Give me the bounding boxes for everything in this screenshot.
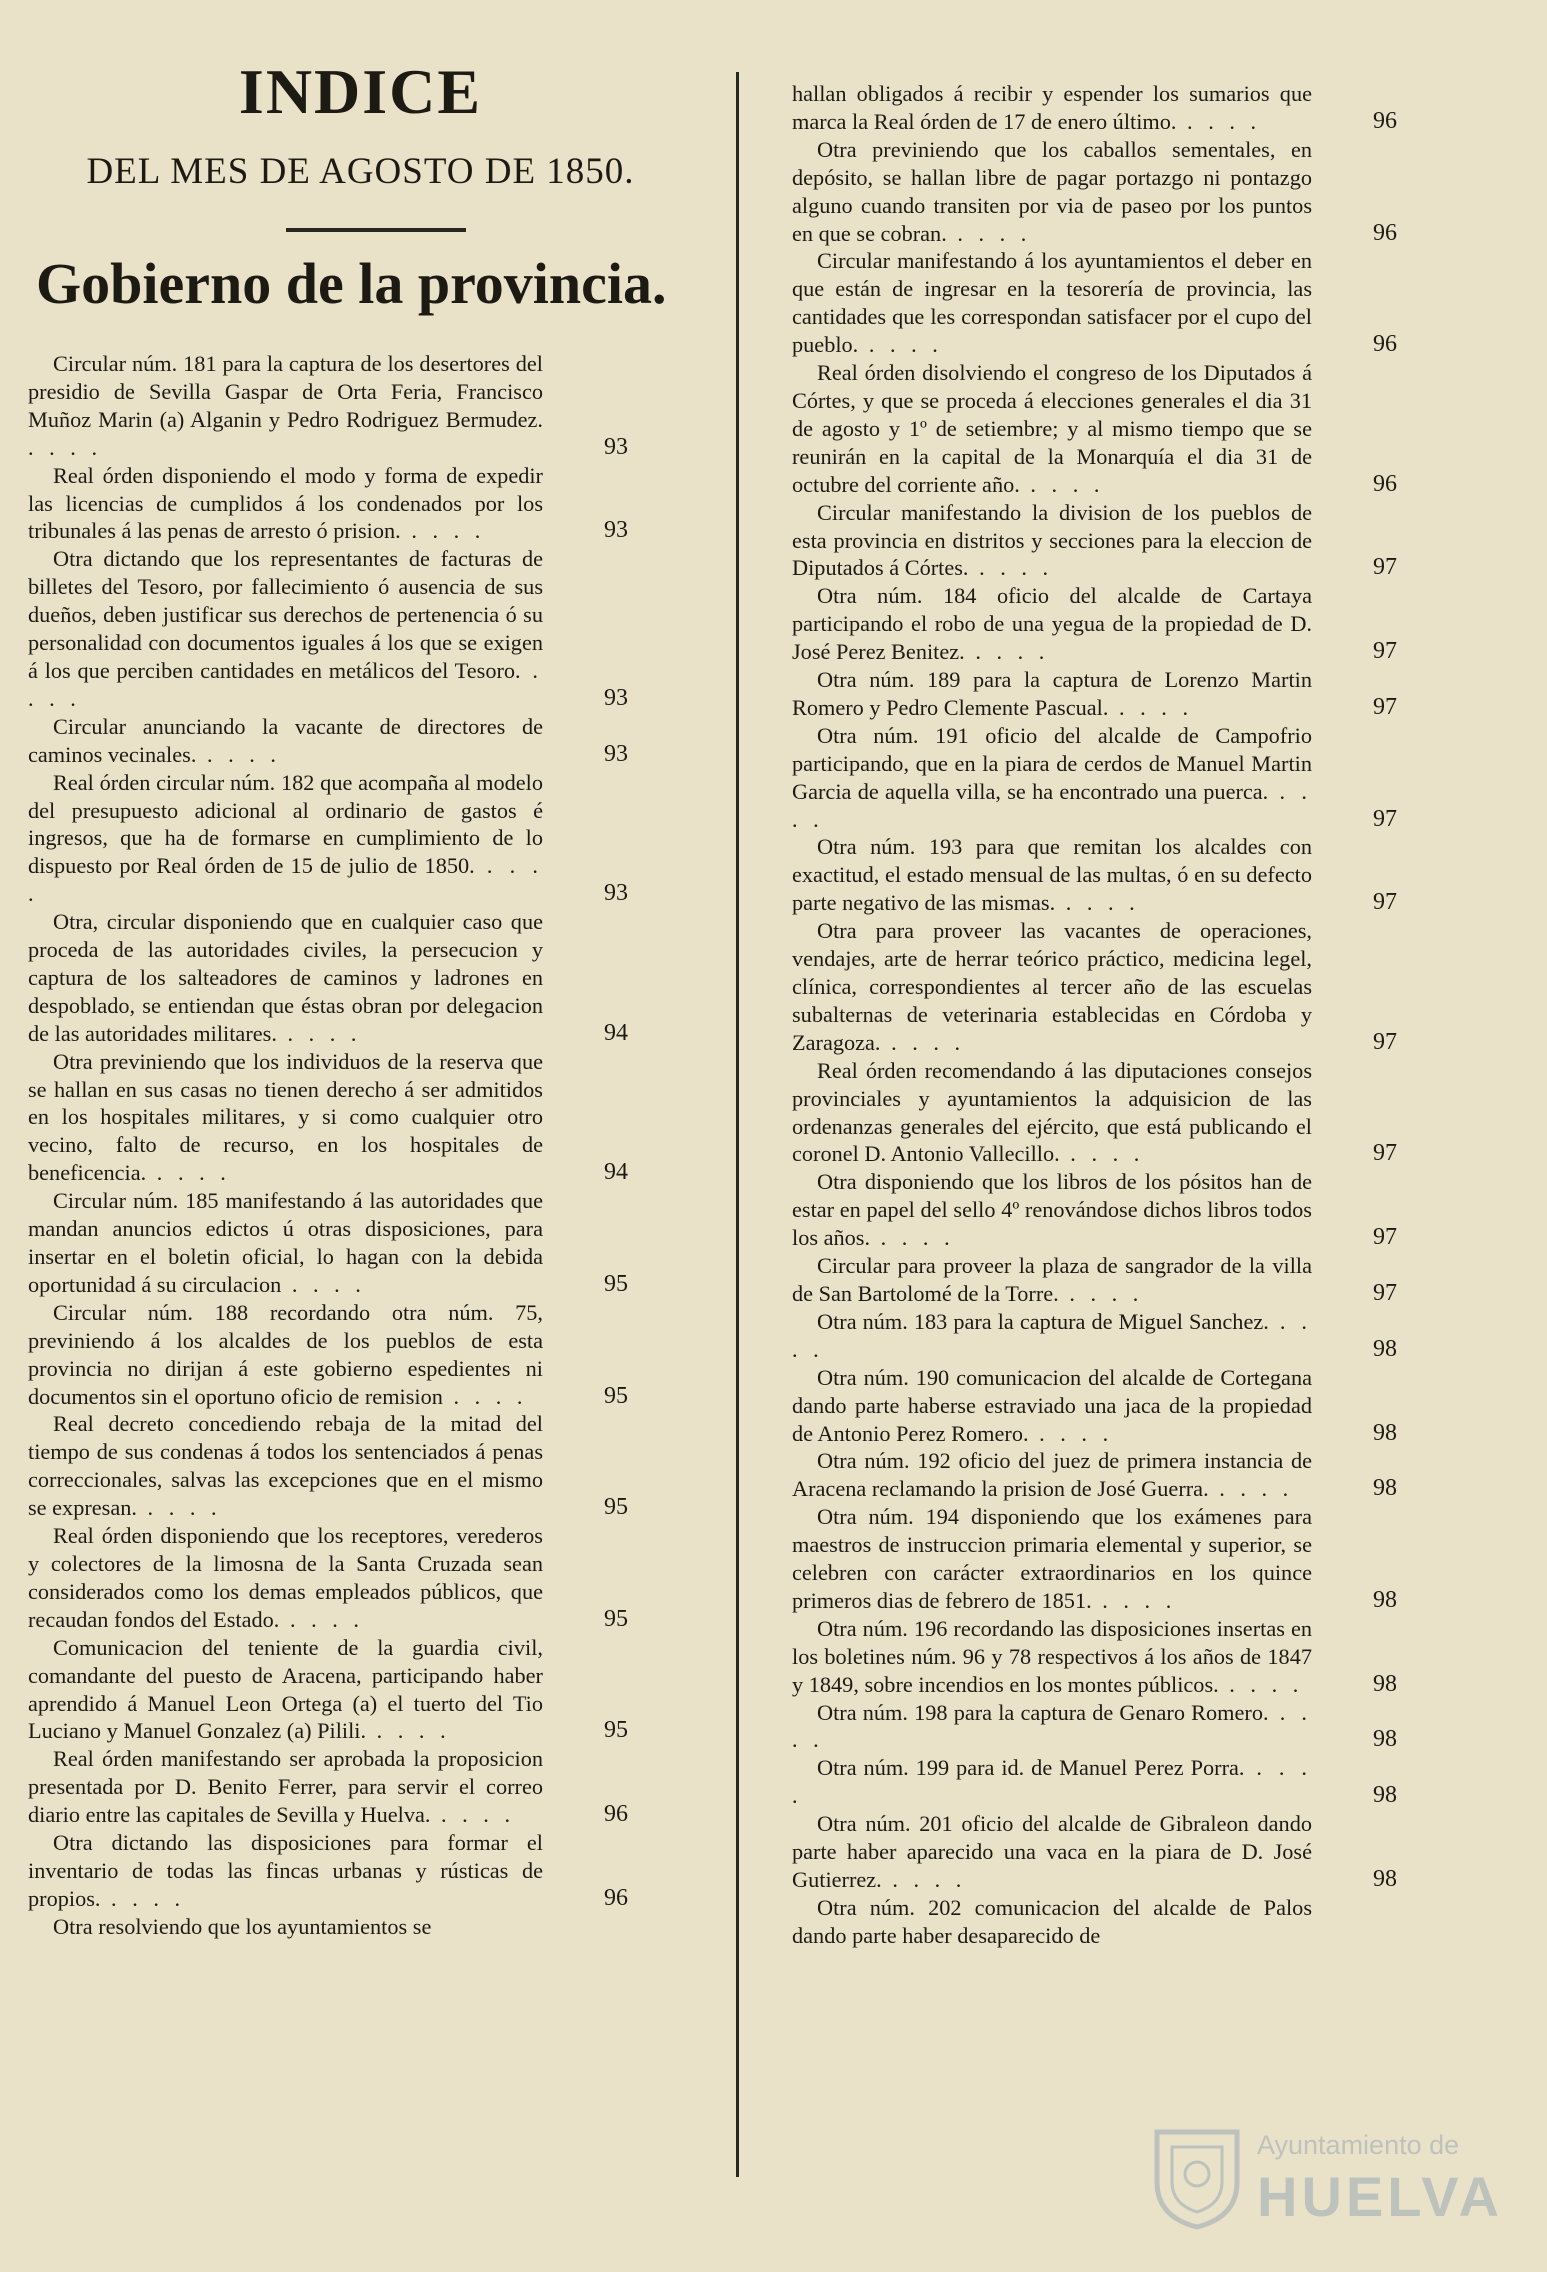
entry-text: Otra núm. 192 oficio del juez de primera instancia de Aracena reclamando la prision de José Guerra.	[792, 1448, 1312, 1502]
entry-page-number: 96	[604, 1884, 628, 1911]
entry-page-number: 98	[1373, 1866, 1397, 1892]
index-entry	[792, 1810, 1397, 1894]
leader-dots: . . . .	[430, 1802, 516, 1828]
archive-watermark	[1147, 2112, 1503, 2242]
entry-page-number: 94	[604, 1159, 628, 1186]
city-shield-icon	[1147, 2122, 1247, 2232]
entry-text: Otra resolviendo que los ayuntamientos se	[53, 1913, 432, 1939]
entry-text: Circular anunciando la vacante de directores de caminos vecinales.	[28, 713, 543, 767]
section-heading: Gobierno de la provincia.	[36, 251, 667, 316]
entry-page-number: 95	[604, 1382, 628, 1409]
leader-dots: . . . .	[28, 657, 543, 711]
entry-text: Comunicacion del teniente de la guardia civil, comandante del puesto de Aracena, participando haber aprendido á Manuel Leon Ortega (a) el tuerto del Tio Luciano y Manuel Gonzalez (a) Pilili.	[28, 1634, 543, 1744]
watermark-line1: Ayuntamiento de	[1257, 2130, 1460, 2160]
index-entry	[792, 1754, 1397, 1810]
leader-dots: . . . .	[1019, 471, 1105, 497]
leader-dots: . . . .	[196, 741, 281, 767]
entry-text: Circular núm. 185 manifestando á las autoridades que mandan anuncios edictos ú otras disposiciones, para insertar en el boletin oficial, lo hagan con la debida oportunidad á su circulacion	[28, 1188, 543, 1297]
leader-dots: . . . .	[968, 555, 1054, 581]
entry-text: Real órden disponiendo el modo y forma de expedir las licencias de cumplidos á los condenados por los tribunales á las penas de arresto ó prision.	[28, 462, 543, 544]
entry-page-number: 98	[1373, 1670, 1397, 1697]
entry-text: Otra núm. 196 recordando las disposiciones insertas en los boletines núm. 96 y 78 respectivos á los años de 1847 y 1849, sobre incendios en los montes públicos.	[792, 1615, 1312, 1697]
index-entry	[28, 1522, 628, 1634]
leader-dots: . . . .	[964, 639, 1050, 665]
index-entry	[792, 1308, 1397, 1364]
entry-page-number: 98	[1373, 1586, 1397, 1613]
index-entry	[792, 722, 1397, 834]
leader-dots: . . . .	[281, 1271, 366, 1297]
index-entry	[28, 1634, 628, 1746]
entry-text: hallan obligados á recibir y espender los sumarios que marca la Real órden de 17 de enero último.	[792, 81, 1312, 134]
index-entry	[28, 462, 628, 546]
right-entry-list	[792, 80, 1397, 1950]
index-entry	[792, 1894, 1312, 1950]
leader-dots: . . . .	[792, 778, 1313, 832]
leader-dots: . . . .	[100, 1885, 186, 1911]
leader-dots: . . . .	[146, 1160, 231, 1186]
entry-page-number: 96	[1373, 470, 1397, 497]
entry-text: Circular núm. 188 recordando otra núm. 75, previniendo á los alcaldes de los pueblos de esta provincia no dirijan á este gobierno espedientes ni documentos sin el oportuno oficio de remision	[28, 1299, 543, 1409]
entry-text: Otra dictando que los representantes de facturas de billetes del Tesoro, por fallecimiento ó ausencia de sus dueños, deben justificar sus derechos de pertenencia ó su personalidad con documentos iguales á los que se exigen á los que perciben cantidades en metálicos del Tesoro.	[28, 546, 543, 683]
leader-dots: . . . .	[881, 1867, 967, 1892]
entry-text: Real órden circular núm. 182 que acompaña al modelo del presupuesto adicional al ordinario de gastos é ingresos, que ha de formarse en cumplimiento de lo dispuesto por Real órden de 15 de julio de 1850.	[28, 769, 543, 879]
index-entry	[792, 499, 1397, 583]
entry-page-number: 98	[1373, 1335, 1397, 1362]
entry-page-number: 97	[1373, 554, 1397, 581]
index-entry	[28, 1299, 628, 1411]
leader-dots: . . . .	[442, 1383, 528, 1409]
index-entry	[792, 247, 1397, 359]
entry-page-number: 98	[1373, 1475, 1397, 1502]
entry-text: Otra núm. 184 oficio del alcalde de Cartaya participando el robo de una yegua de la propiedad de D. José Perez Benitez.	[792, 583, 1312, 665]
index-entry	[792, 917, 1397, 1057]
entry-page-number: 96	[604, 1801, 628, 1828]
index-entry	[792, 666, 1397, 722]
entry-page-number: 93	[604, 684, 628, 711]
index-entry	[792, 136, 1397, 248]
index-entry	[28, 350, 628, 462]
index-entry	[28, 1829, 628, 1913]
leader-dots: . . . .	[1059, 1141, 1145, 1167]
leader-dots: . . . .	[792, 1755, 1312, 1809]
entry-page-number: 97	[1373, 1140, 1397, 1167]
leader-dots: . . . .	[1058, 1280, 1144, 1306]
watermark-line2: HUELVA	[1257, 2165, 1503, 2228]
index-entry	[792, 833, 1397, 917]
entry-page-number: 93	[604, 880, 628, 907]
entry-text: Otra, circular disponiendo que en cualquier caso que proceda de las autoridades civiles, la persecucion y captura de los salteadores de caminos y ladrones en despoblado, se entiendan que éstas obran por delegacion de las autoridades militares.	[28, 909, 543, 1046]
entry-page-number: 96	[1373, 107, 1397, 134]
leader-dots: . . . .	[870, 1225, 955, 1251]
leader-dots: . . . .	[276, 1020, 362, 1046]
leader-dots: . . . .	[1055, 890, 1140, 916]
index-entry	[792, 1168, 1397, 1252]
page-title: INDICE	[238, 56, 483, 127]
leader-dots: . . . .	[792, 1699, 1312, 1753]
index-entry	[28, 1187, 628, 1299]
entry-text: Circular manifestando la division de los pueblos de esta provincia en distritos y secciones para la eleccion de Diputados á Córtes.	[792, 499, 1312, 581]
index-entry	[792, 1057, 1397, 1169]
leader-dots: . . . .	[136, 1495, 222, 1521]
entry-page-number: 97	[1373, 805, 1397, 832]
index-entry	[792, 1447, 1397, 1503]
entry-text: Otra núm. 191 oficio del alcalde de Campofrio participando, que en la piara de cerdos de Manuel Martin Garcia de aquella villa, se ha encontrado una puerca.	[792, 722, 1312, 804]
index-entry	[792, 359, 1397, 499]
left-entry-list	[28, 350, 628, 1941]
entry-page-number: 97	[1373, 693, 1397, 720]
leader-dots: . . . .	[279, 1606, 364, 1632]
entry-page-number: 93	[604, 433, 628, 460]
entry-page-number: 97	[1373, 1224, 1397, 1251]
entry-text: Real órden disolviendo el congreso de los Diputados á Córtes, y que se proceda á elecciones generales el dia 31 de agosto y 1º de setiembre; y al mismo tiempo que se reunirán en la capital de la Monarquía el dia 31 de octubre del corriente año.	[792, 360, 1312, 497]
entry-text: Otra previniendo que los caballos sementales, en depósito, se hallan libre de pagar portazgo ni pontazgo alguno cuando transiten por via de paseo por los puntos en que se cobran.	[792, 136, 1312, 246]
entry-text: Real decreto concediendo rebaja de la mitad del tiempo de sus condenas á todos los sentenciados á penas correccionales, salvas las excepciones que en el mismo se expresan.	[28, 1411, 543, 1521]
entry-text: Otra núm. 193 para que remitan los alcaldes con exactitud, el estado mensual de las multas, ó en su defecto parte negativo de las mismas.	[792, 834, 1312, 916]
entry-text: Otra para proveer las vacantes de operaciones, vendajes, arte de herrar teórico práctico, medicina legel, clínica, correspondientes al tercer año de las escuelas subalternas de veterinaria establecidas en Córdoba y Zaragoza.	[792, 918, 1312, 1055]
entry-page-number: 95	[604, 1717, 628, 1744]
index-entry	[28, 1745, 628, 1829]
entry-page-number: 97	[1373, 638, 1397, 665]
entry-page-number: 93	[604, 740, 628, 767]
entry-page-number: 97	[1373, 1028, 1397, 1055]
entry-text: Real órden disponiendo que los receptores, verederos y colectores de la limosna de la Santa Cruzada sean considerados como los demas empleados públicos, que recaudan fondos del Estado.	[28, 1523, 543, 1632]
entry-text: Otra núm. 202 comunicacion del alcalde de Palos dando parte haber desaparecido de	[792, 1894, 1312, 1948]
entry-text: Otra núm. 199 para id. de Manuel Perez Porra.	[817, 1755, 1245, 1781]
leader-dots: . . . .	[880, 1029, 966, 1055]
leader-dots: . . . .	[1108, 694, 1194, 720]
index-entry	[792, 1364, 1397, 1448]
entry-page-number: 95	[604, 1494, 628, 1521]
entry-text: Otra dictando las disposiciones para formar el inventario de todas las fincas urbanas y rústicas de propios.	[28, 1830, 543, 1911]
leader-dots: . . . .	[858, 332, 943, 358]
entry-text: Otra núm. 183 para la captura de Miguel Sanchez.	[817, 1308, 1269, 1334]
entry-text: Otra núm. 201 oficio del alcalde de Gibraleon dando parte haber aparecido una vaca en la piara de D. José Gutierrez.	[792, 1811, 1312, 1892]
index-entry	[28, 1913, 543, 1941]
entry-text: Otra núm. 190 comunicacion del alcalde de Cortegana dando parte haberse estraviado una jaca de la propiedad de Antonio Perez Romero.	[792, 1364, 1312, 1446]
leader-dots: . . . .	[792, 1308, 1312, 1362]
index-entry	[792, 582, 1397, 666]
leader-dots: . . . .	[946, 220, 1032, 246]
entry-text: Otra previniendo que los individuos de la reserva que se hallan en sus casas no tienen derecho á ser admitidos en los hospitales militares, y si como cualquier otro vecino, falto de recurso, en los hospitales de beneficencia.	[28, 1048, 543, 1186]
title-rule	[286, 228, 466, 232]
index-entry	[792, 1615, 1397, 1699]
entry-text: Real órden manifestando ser aprobada la proposicion presentada por D. Benito Ferrer, para servir el correo diario entre las capitales de Sevilla y Huelva.	[28, 1746, 543, 1828]
index-entry	[28, 769, 628, 909]
entry-page-number: 94	[604, 1019, 628, 1046]
entry-text: Otra disponiendo que los libros de los pósitos han de estar en papel del sello 4º renovándose dichos libros todos los años.	[792, 1169, 1312, 1251]
leader-dots: . . . .	[366, 1718, 451, 1744]
column-divider	[736, 72, 739, 2177]
index-entry	[792, 1699, 1397, 1755]
entry-text: Otra núm. 198 para la captura de Genaro Romero.	[817, 1699, 1269, 1725]
entry-page-number: 98	[1373, 1782, 1397, 1809]
entry-text: Circular manifestando á los ayuntamientos el deber en que están de ingresar en la tesorería de provincia, las cantidades que les correspondan satisfacer por el cupo del pueblo.	[792, 248, 1312, 358]
entry-page-number: 98	[1373, 1419, 1397, 1446]
entry-page-number: 96	[1373, 219, 1397, 246]
index-entry	[28, 908, 628, 1048]
index-entry	[28, 1048, 628, 1188]
entry-page-number: 97	[1373, 1279, 1397, 1306]
entry-page-number: 95	[604, 1270, 628, 1297]
entry-text: Otra núm. 189 para la captura de Lorenzo Martin Romero y Pedro Clemente Pascual.	[792, 667, 1312, 720]
leader-dots: . . . .	[1176, 108, 1262, 134]
entry-page-number: 97	[1373, 889, 1397, 916]
index-entry	[792, 1503, 1397, 1615]
entry-text: Otra núm. 194 disponiendo que los exámenes para maestros de instruccion primaria elemental y superior, se celebren con carácter extraordinarios en los quince primeros dias de febrero de 1851.	[792, 1504, 1312, 1613]
index-entry	[28, 713, 628, 769]
leader-dots: . . . .	[1218, 1671, 1304, 1697]
index-entry	[28, 545, 628, 712]
leader-dots: . . . .	[28, 434, 103, 460]
entry-text: Real órden recomendando á las diputaciones consejos provinciales y ayuntamientos la adquisicion de las ordenanzas generales del ejército, que está publicando el coronel D. Antonio Vallecillo.	[792, 1057, 1312, 1167]
page-subtitle: DEL MES DE AGOSTO DE 1850.	[86, 151, 635, 192]
entry-text: Circular para proveer la plaza de sangrador de la villa de San Bartolomé de la Torre.	[792, 1253, 1312, 1306]
entry-page-number: 98	[1373, 1726, 1397, 1753]
entry-page-number: 93	[604, 517, 628, 544]
entry-page-number: 95	[604, 1605, 628, 1632]
entry-text: Circular núm. 181 para la captura de los desertores del presidio de Sevilla Gaspar de Orta Feria, Francisco Muñoz Marin (a) Alganin y Pedro Rodriguez Bermudez.	[28, 351, 543, 432]
leader-dots: . . . .	[1091, 1587, 1177, 1613]
entry-page-number: 96	[1373, 331, 1397, 358]
leader-dots: . . . .	[400, 518, 486, 544]
index-entry	[28, 1410, 628, 1522]
index-entry	[792, 80, 1397, 136]
leader-dots: . . . .	[1028, 1420, 1114, 1446]
index-entry	[792, 1252, 1397, 1308]
leader-dots: . . . .	[28, 853, 543, 907]
leader-dots: . . . .	[1208, 1476, 1294, 1502]
